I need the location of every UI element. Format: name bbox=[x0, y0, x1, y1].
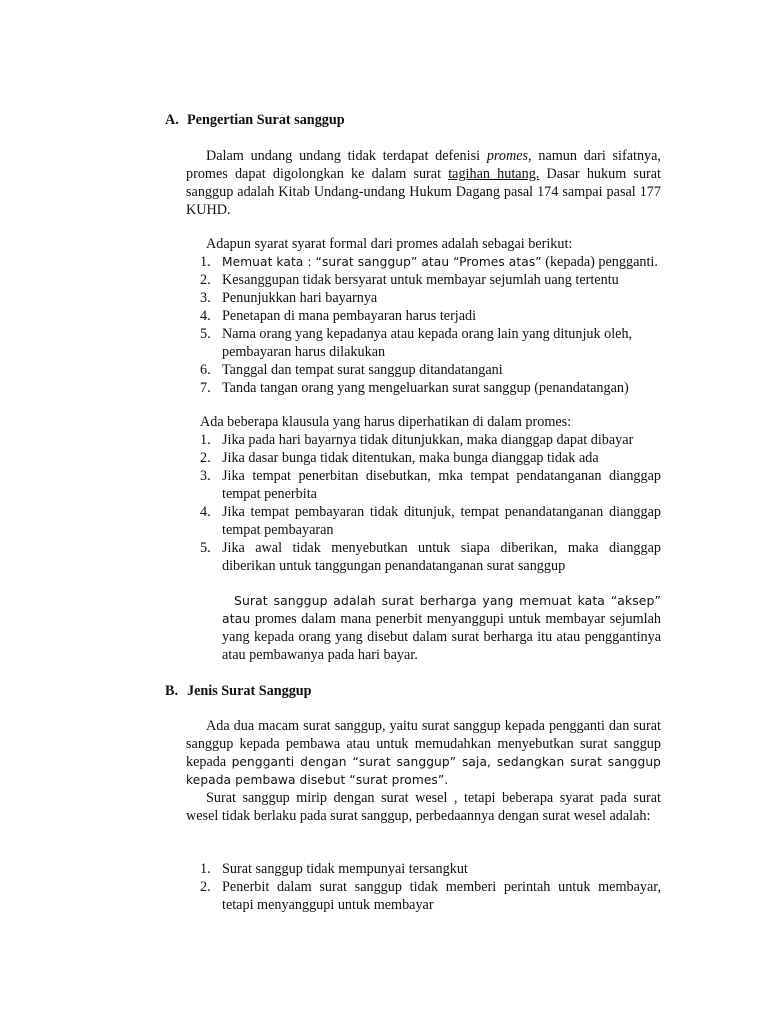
list-text: Kesanggupan tidak bersyarat untuk membayar sejumlah uang tertentu bbox=[222, 272, 619, 288]
list-text: Jika dasar bunga tidak ditentukan, maka bunga dianggap tidak ada bbox=[222, 450, 599, 466]
list-number: 7. bbox=[200, 380, 211, 396]
section-a-paragraph bbox=[186, 147, 661, 219]
syarat-intro: Adapun syarat syarat formal dari promes adalah sebagai berikut: bbox=[206, 236, 573, 252]
paragraph-text: Ada dua macam surat sanggup, yaitu surat sanggup kepada pengganti dan surat sanggup kepada pembawa atau untuk memudahkan menyebutkan surat sanggup kepada bbox=[186, 718, 661, 770]
list-number: 2. bbox=[200, 272, 211, 288]
paragraph-text: namun dari sifatnya, promes dapat digolongkan ke dalam surat bbox=[186, 148, 661, 182]
list-item bbox=[186, 253, 661, 271]
list-item bbox=[186, 539, 661, 575]
section-a-letter: A. bbox=[165, 112, 179, 128]
section-b-letter: B. bbox=[165, 683, 179, 699]
list-number: 1. bbox=[200, 861, 211, 877]
list-text: (kepada) pengganti. bbox=[541, 254, 658, 270]
list-item bbox=[186, 271, 661, 289]
list-item bbox=[186, 289, 661, 307]
list-text: Jika pada hari bayarnya tidak ditunjukkan, maka dianggap dapat dibayar bbox=[222, 432, 634, 448]
list-text: Jika tempat penerbitan disebutkan, mka tempat pendatanganan dianggap tempat penerbita bbox=[222, 468, 661, 502]
list-number: 4. bbox=[200, 504, 211, 520]
list-number: 5. bbox=[200, 326, 211, 342]
paragraph-text: Dasar hukum surat sanggup adalah Kitab Undang-undang Hukum Dagang pasal 174 sampai pasal 177 KUHD. bbox=[186, 166, 661, 218]
list-text: Penerbit dalam surat sanggup tidak memberi perintah untuk membayar, tetapi menyanggupi untuk membayar bbox=[222, 879, 661, 913]
perbedaan-list bbox=[186, 860, 661, 914]
list-text: Memuat kata : “surat sanggup” atau “Promes atas” bbox=[222, 255, 542, 269]
promes-italic: promes, bbox=[486, 148, 532, 164]
list-number: 2. bbox=[200, 879, 211, 895]
note-lead: Surat sanggup adalah surat berharga yang memuat kata “aksep” atau bbox=[222, 593, 661, 626]
list-text: Penetapan di mana pembayaran harus terjadi bbox=[222, 308, 477, 324]
list-number: 6. bbox=[200, 362, 211, 378]
list-number: 5. bbox=[200, 540, 211, 556]
list-item bbox=[186, 431, 661, 449]
list-item bbox=[186, 325, 661, 361]
list-text: Tanggal dan tempat surat sanggup ditandatangani bbox=[222, 362, 503, 378]
list-text: Surat sanggup tidak mempunyai tersangkut bbox=[222, 861, 468, 877]
list-item bbox=[186, 449, 661, 467]
paragraph-text-sans: pengganti dengan “surat sanggup” saja, sedangkan surat sanggup kepada pembawa disebut “surat promes”. bbox=[186, 755, 661, 787]
section-b-paragraph-1 bbox=[186, 717, 661, 789]
list-item bbox=[186, 307, 661, 325]
list-number: 1. bbox=[200, 432, 211, 448]
list-text: Penunjukkan hari bayarnya bbox=[222, 290, 378, 306]
section-b-title: Jenis Surat Sanggup bbox=[187, 683, 312, 699]
list-item bbox=[186, 361, 661, 379]
syarat-list bbox=[186, 253, 661, 397]
list-number: 3. bbox=[200, 468, 211, 484]
note-text: promes dalam mana penerbit menyanggupi untuk membayar sejumlah yang kepada orang yang disebut dalam surat berharga itu atau penggantinya atau pembawanya pada hari bayar. bbox=[222, 611, 662, 663]
list-number: 2. bbox=[200, 450, 211, 466]
list-text: Jika awal tidak menyebutkan untuk siapa diberikan, maka dianggap diberikan untuk tanggungan penandatanganan surat sanggup bbox=[222, 540, 661, 574]
list-text: Nama orang yang kepadanya atau kepada orang lain yang ditunjuk oleh, pembayaran harus dilakukan bbox=[222, 326, 633, 360]
list-text: Jika tempat pembayaran tidak ditunjuk, tempat penandatanganan dianggap tempat pembayaran bbox=[222, 504, 661, 538]
paragraph-text: Dalam undang undang tidak terdapat defenisi bbox=[206, 148, 487, 164]
section-b-paragraph-2: Surat sanggup mirip dengan surat wesel , tetapi beberapa syarat pada surat wesel tidak berlaku pada surat sanggup, perbedaannya dengan surat wesel adalah: bbox=[186, 790, 661, 824]
definition-note bbox=[222, 592, 661, 664]
section-a-heading bbox=[165, 111, 345, 129]
section-b-heading bbox=[165, 682, 312, 700]
klausula-list bbox=[186, 431, 661, 575]
list-number: 3. bbox=[200, 290, 211, 306]
list-item bbox=[186, 467, 661, 503]
section-a-title: Pengertian Surat sanggup bbox=[187, 112, 345, 128]
list-text: Tanda tangan orang yang mengeluarkan surat sanggup (penandatangan) bbox=[222, 380, 629, 396]
underlined-term: tagihan hutang. bbox=[448, 166, 540, 182]
list-number: 1. bbox=[200, 254, 211, 270]
list-item bbox=[186, 379, 661, 397]
list-item bbox=[186, 860, 661, 878]
klausula-intro: Ada beberapa klausula yang harus diperhatikan di dalam promes: bbox=[200, 414, 572, 430]
list-item bbox=[186, 878, 661, 914]
list-number: 4. bbox=[200, 308, 211, 324]
list-item bbox=[186, 503, 661, 539]
